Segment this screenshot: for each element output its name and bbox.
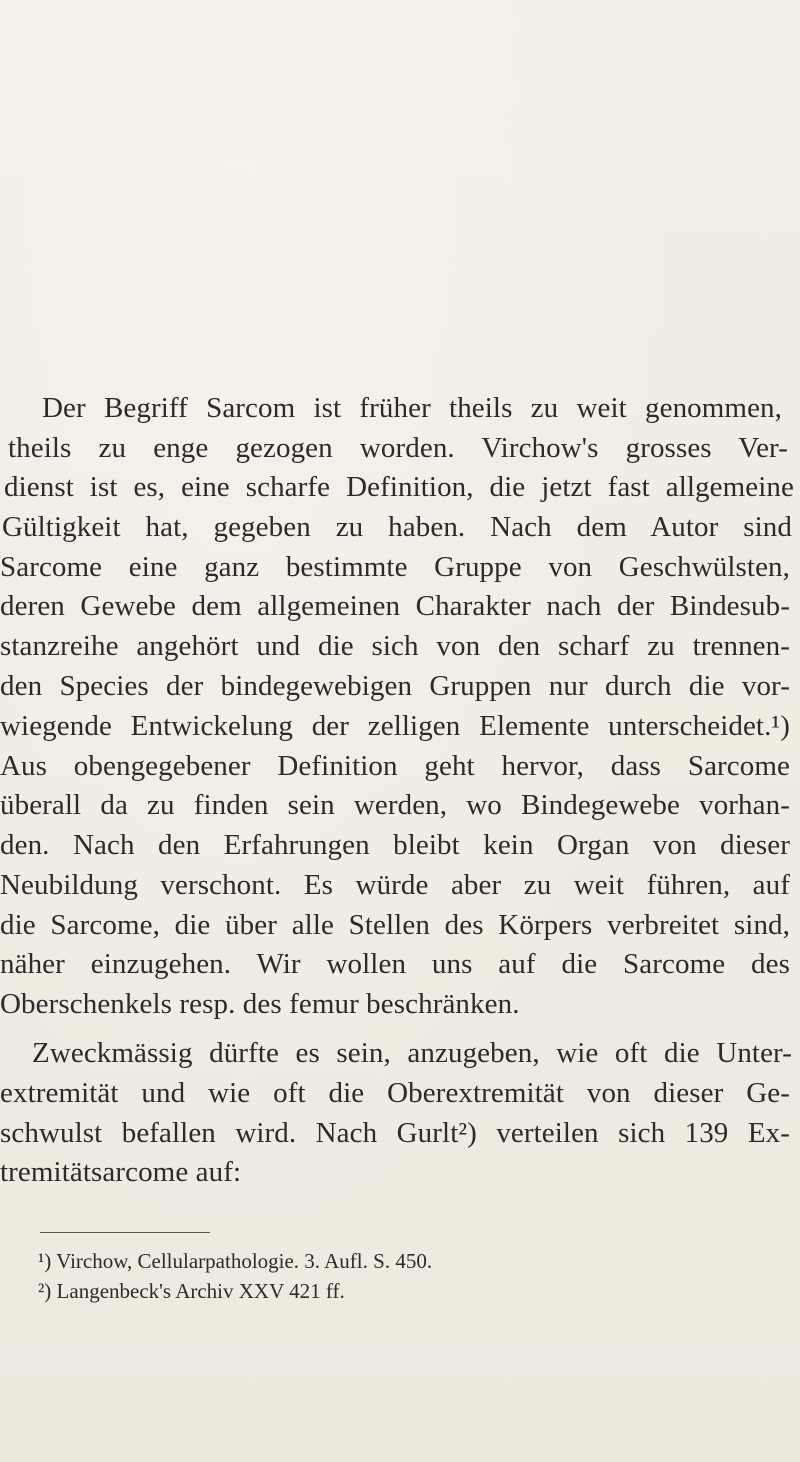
paragraph-1-line: Aus obengegebener Definition geht hervor, dass Sarcome xyxy=(0,750,790,782)
paragraph-1-line: Oberschenkels resp. des femur beschränken. xyxy=(0,988,520,1020)
paragraph-1-line: Neubildung verschont. Es würde aber zu weit führen, auf xyxy=(0,869,790,901)
footnote-separator xyxy=(40,1232,210,1233)
paragraph-1-line: deren Gewebe dem allgemeinen Charakter nach der Bindesub- xyxy=(0,590,790,622)
paragraph-1-line: theils zu enge gezogen worden. Virchow's grosses Ver- xyxy=(8,432,788,464)
paragraph-2-line: tremitätsarcome auf: xyxy=(0,1156,242,1188)
paragraph-1-line: näher einzugehen. Wir wollen uns auf die Sarcome des xyxy=(0,948,790,980)
paragraph-1-line: den Species der bindegewebigen Gruppen nur durch die vor- xyxy=(0,670,790,702)
footnote-2: ²) Langenbeck's Archiv XXV 421 ff. xyxy=(38,1279,345,1303)
paragraph-1-line: Sarcome eine ganz bestimmte Gruppe von Geschwülsten, xyxy=(0,551,790,583)
paragraph-1-line: Gültigkeit hat, gegeben zu haben. Nach dem Autor sind xyxy=(2,511,792,543)
paragraph-2-line: Zweckmässig dürfte es sein, anzugeben, wie oft die Unter- xyxy=(32,1037,792,1069)
footnote-1: ¹) Virchow, Cellularpathologie. 3. Aufl. S. 450. xyxy=(38,1249,433,1273)
paragraph-1-line: die Sarcome, die über alle Stellen des Körpers verbreitet sind, xyxy=(0,909,790,941)
paragraph-2-line: extremität und wie oft die Oberextremität von dieser Ge- xyxy=(0,1077,790,1109)
paragraph-1-line: stanzreihe angehört und die sich von den scharf zu trennen- xyxy=(0,630,790,662)
paragraph-1-line: wiegende Entwickelung der zelligen Elemente unterscheidet.¹) xyxy=(0,710,790,742)
paragraph-1-line: überall da zu finden sein werden, wo Bindegewebe vorhan- xyxy=(0,789,790,821)
paragraph-1-line: dienst ist es, eine scharfe Definition, die jetzt fast allgemeine xyxy=(4,471,794,503)
paragraph-1-line: den. Nach den Erfahrungen bleibt kein Organ von dieser xyxy=(0,829,790,861)
paragraph-1-line: Der Begriff Sarcom ist früher theils zu weit genommen, xyxy=(42,392,782,424)
paragraph-2-line: schwulst befallen wird. Nach Gurlt²) verteilen sich 139 Ex- xyxy=(0,1117,790,1149)
